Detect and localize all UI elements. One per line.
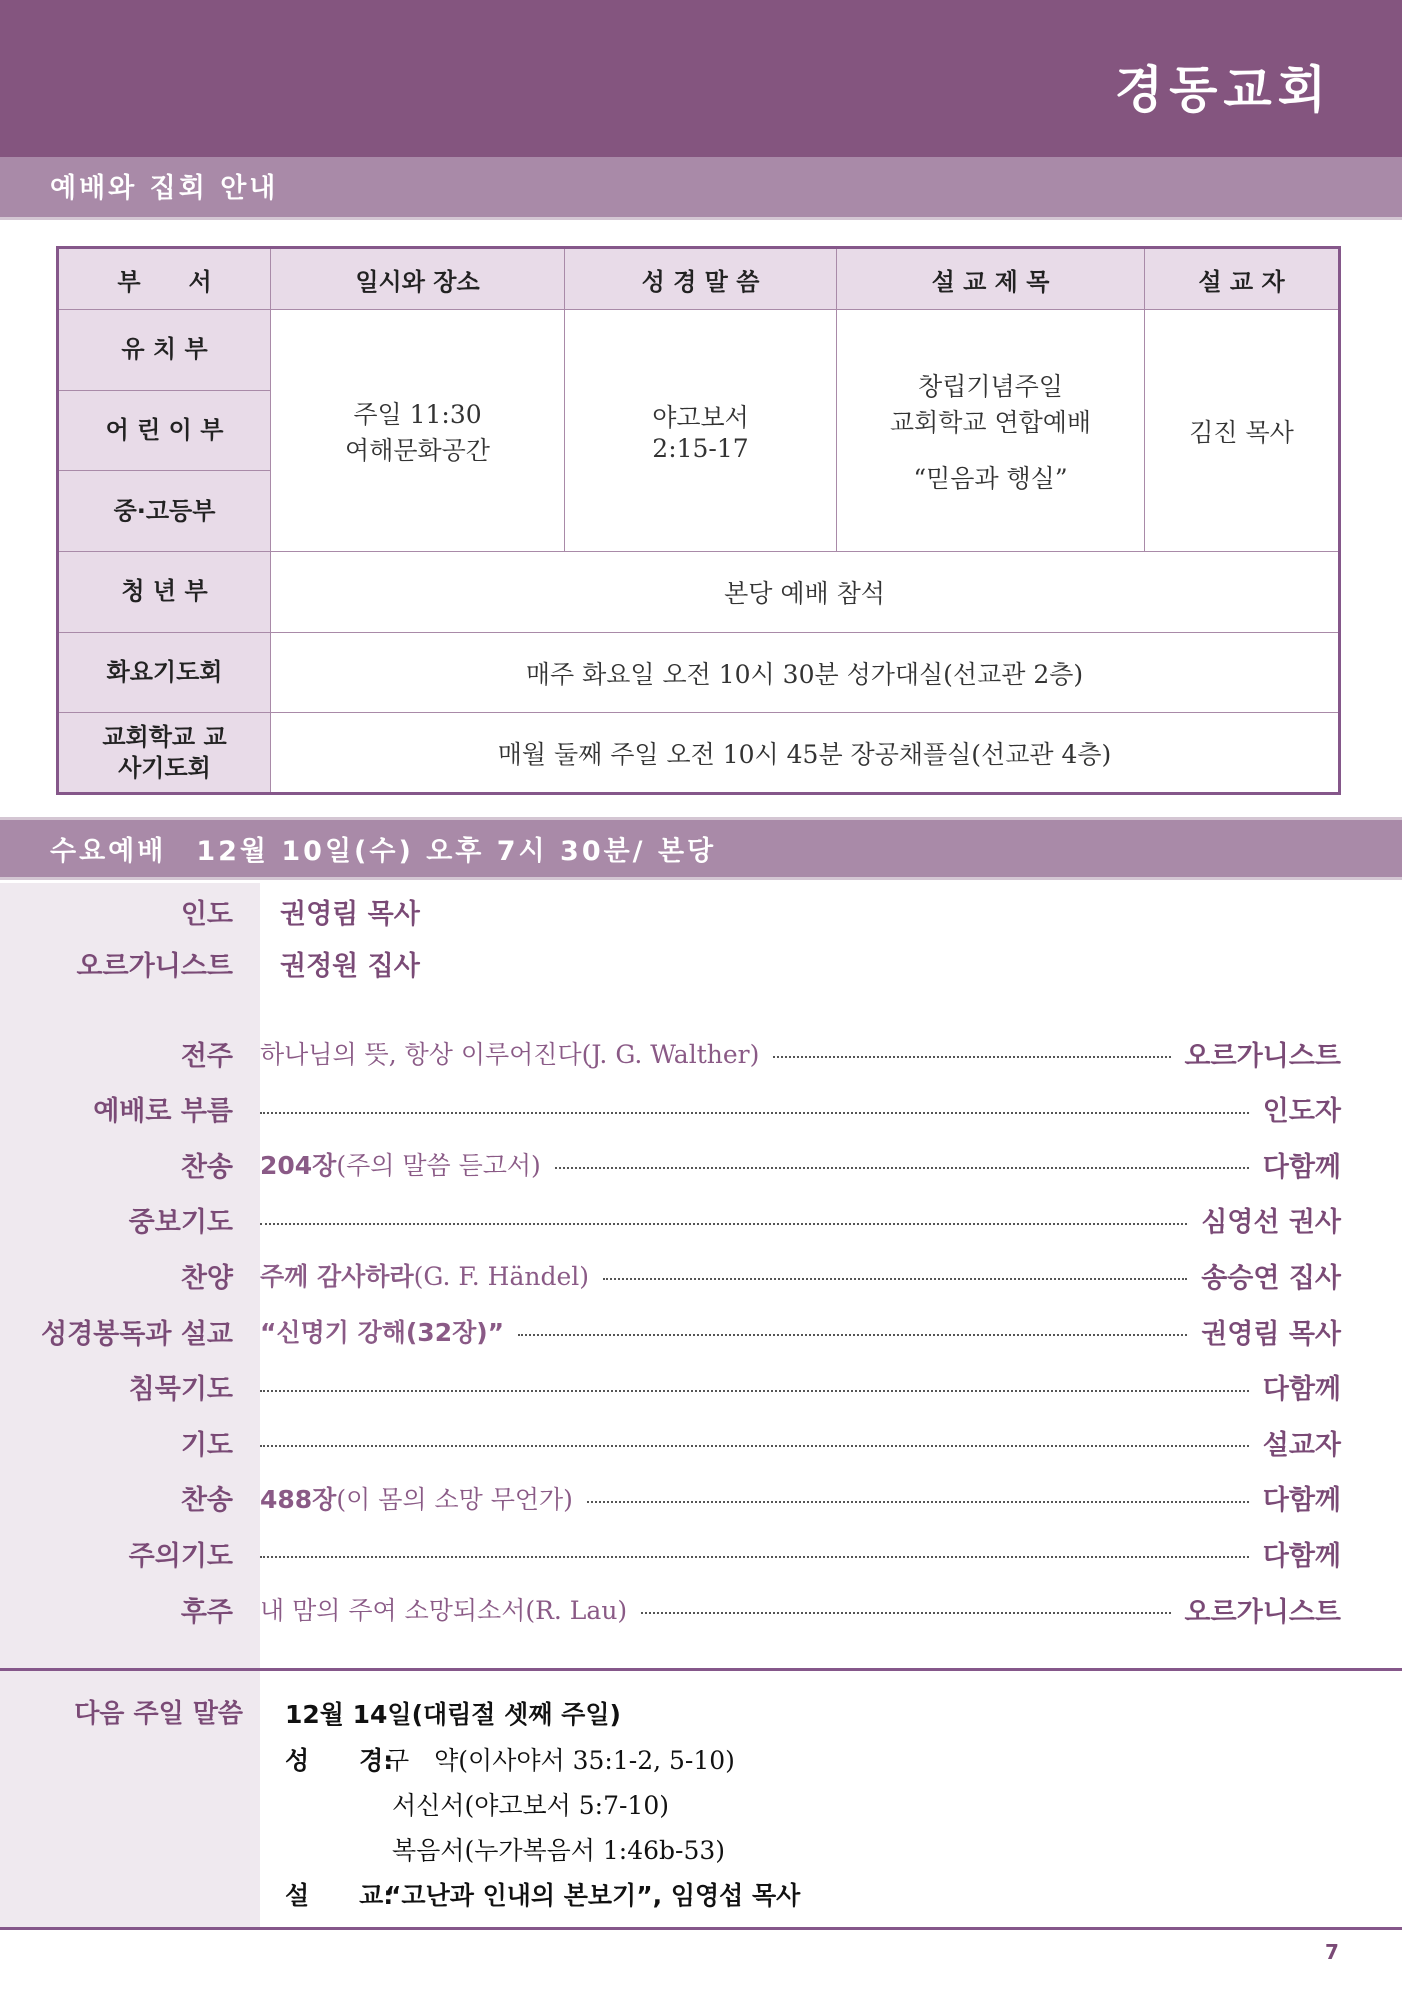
dot-leader	[260, 1556, 1249, 1558]
sermon-service: 교회학교 연합예배	[889, 407, 1092, 437]
leader-name: 권영림 목사	[280, 899, 420, 930]
order-item	[0, 1422, 1402, 1462]
order-label: 찬송	[180, 1151, 233, 1183]
col-time-place: 일시와 장소	[271, 248, 565, 310]
order-bold: 주께 감사하라	[260, 1262, 414, 1292]
scripture-verse: 2:15-17	[652, 434, 749, 464]
table-row	[58, 552, 1340, 633]
sermon-title-cell	[837, 310, 1145, 552]
scripture-book: 야고보서	[652, 403, 749, 433]
organist-name: 권정원 집사	[280, 951, 420, 982]
old-testament: 구 약(이사야서 35:1-2, 5-10)	[385, 1746, 735, 1775]
place: 여해문화공간	[345, 435, 490, 465]
next-week-date: 12월 14일(대림절 셋째 주일)	[285, 1700, 621, 1729]
order-label: 후주	[180, 1596, 233, 1628]
preacher-cell: 김진 목사	[1145, 310, 1340, 552]
order-by: 오르가니스트	[1184, 1596, 1341, 1628]
order-by: 설교자	[1262, 1429, 1341, 1461]
dot-leader	[260, 1390, 1249, 1392]
order-content	[260, 1256, 1341, 1295]
scripture-label: 성 경:	[285, 1746, 394, 1775]
next-week-section	[0, 1668, 1402, 1930]
wednesday-service-title: 수요예배 12월 10일(수) 오후 7시 30분/ 본당	[0, 817, 1402, 880]
order-label: 전주	[180, 1040, 233, 1072]
order-item	[0, 1089, 1402, 1129]
sermon-occasion: 창립기념주일	[918, 371, 1063, 401]
col-sermon-title: 설 교 제 목	[837, 248, 1145, 310]
order-by: 인도자	[1262, 1096, 1341, 1128]
order-bold: “신명기 강해(32장)”	[260, 1318, 505, 1347]
order-detail: (주의 말씀 듣고서)	[336, 1151, 541, 1181]
order-content	[260, 1034, 1341, 1073]
order-by: 다함께	[1262, 1540, 1341, 1572]
order-content	[260, 1145, 1341, 1184]
order-detail: 하나님의 뜻, 항상 이루어진다(J. G. Walther)	[260, 1040, 760, 1069]
table-row	[58, 632, 1340, 713]
order-item	[0, 1589, 1402, 1629]
dot-leader	[555, 1167, 1249, 1169]
order-content	[260, 1089, 1341, 1128]
order-by: 다함께	[1262, 1485, 1341, 1517]
dot-leader	[260, 1445, 1249, 1447]
order-item	[0, 1533, 1402, 1573]
next-week-label: 다음 주일 말씀	[74, 1699, 243, 1729]
order-text	[260, 1313, 504, 1349]
order-detail: 내 맘의 주여 소망되소서(R. Lau)	[260, 1596, 628, 1625]
epistle: 서신서(야고보서 5:7-10)	[392, 1791, 669, 1820]
order-content	[260, 1200, 1341, 1239]
order-text	[260, 1591, 627, 1627]
order-item	[0, 1033, 1402, 1073]
order-label: 기도	[180, 1429, 233, 1461]
order-item	[0, 1367, 1402, 1407]
time: 주일 11:30	[353, 399, 482, 429]
scripture-cell	[565, 310, 837, 552]
order-text	[260, 1035, 759, 1071]
page-number: 7	[1325, 1940, 1339, 1964]
table-header-row	[58, 248, 1340, 310]
order-by: 심영선 권사	[1201, 1207, 1341, 1239]
order-content	[260, 1478, 1341, 1517]
tuesday-note: 매주 화요일 오전 10시 30분 성가대실(선교관 2층)	[271, 632, 1340, 713]
col-dept: 부 서	[58, 248, 271, 310]
next-sermon: “고난과 인내의 본보기”, 임영섭 목사	[385, 1881, 801, 1910]
church-logo: 경동교회	[1114, 60, 1332, 119]
order-by: 권영림 목사	[1201, 1318, 1341, 1350]
order-by: 송승연 집사	[1201, 1262, 1341, 1294]
table-row	[58, 310, 1340, 391]
dept-tuesday-prayer: 화요기도회	[58, 632, 271, 713]
dot-leader	[518, 1334, 1187, 1336]
order-detail: (이 몸의 소망 무언가)	[336, 1484, 573, 1514]
order-label: 예배로 부름	[93, 1096, 233, 1128]
order-content	[260, 1534, 1341, 1573]
order-by: 다함께	[1262, 1151, 1341, 1183]
dept-children: 어 린 이 부	[58, 390, 271, 471]
order-label: 침묵기도	[128, 1374, 233, 1406]
order-label: 주의기도	[128, 1540, 233, 1572]
dept-teachers-prayer: 교회학교 교사기도회	[58, 713, 271, 794]
order-content	[260, 1312, 1341, 1351]
order-text	[260, 1257, 589, 1293]
order-item	[0, 1311, 1402, 1351]
order-content	[260, 1590, 1341, 1629]
sermon-title: “믿음과 행실”	[913, 463, 1068, 493]
teachers-note: 매월 둘째 주일 오전 10시 45분 장공채플실(선교관 4층)	[271, 713, 1340, 794]
order-label: 성경봉독과 설교	[41, 1318, 233, 1350]
order-text	[260, 1480, 573, 1516]
order-item	[0, 1144, 1402, 1184]
col-preacher: 설 교 자	[1145, 248, 1340, 310]
dot-leader	[641, 1612, 1170, 1614]
section-title-worship-info: 예배와 집회 안내	[0, 157, 1402, 220]
order-text	[260, 1146, 541, 1182]
order-by: 오르가니스트	[1184, 1040, 1341, 1072]
page-header	[0, 0, 1402, 157]
order-by: 다함께	[1262, 1374, 1341, 1406]
table-row	[58, 713, 1340, 794]
dot-leader	[587, 1501, 1249, 1503]
dot-leader	[260, 1112, 1249, 1114]
gospel: 복음서(누가복음서 1:46b-53)	[392, 1836, 726, 1865]
sermon-label: 설 교:	[285, 1881, 394, 1910]
dot-leader	[773, 1056, 1170, 1058]
col-scripture: 성 경 말 씀	[565, 248, 837, 310]
dot-leader	[260, 1223, 1187, 1225]
youth-note: 본당 예배 참석	[271, 552, 1340, 633]
dept-kindergarten: 유 치 부	[58, 310, 271, 391]
order-bold: 488장	[260, 1484, 337, 1514]
order-detail: (G. F. Händel)	[413, 1262, 590, 1292]
order-label: 찬양	[180, 1262, 233, 1294]
order-label: 중보기도	[128, 1207, 233, 1239]
order-item	[0, 1200, 1402, 1240]
order-item	[0, 1255, 1402, 1295]
leader-label: 인도	[180, 899, 233, 930]
order-label: 찬송	[180, 1485, 233, 1517]
order-content	[260, 1423, 1341, 1462]
dept-youth-secondary: 중·고등부	[58, 471, 271, 552]
schedule-table	[56, 246, 1341, 795]
dept-young-adults: 청 년 부	[58, 552, 271, 633]
order-content	[260, 1367, 1341, 1406]
time-place-cell	[271, 310, 565, 552]
order-bold: 204장	[260, 1151, 337, 1181]
dot-leader	[603, 1278, 1187, 1280]
order-item	[0, 1478, 1402, 1518]
organist-label: 오르가니스트	[76, 951, 233, 982]
